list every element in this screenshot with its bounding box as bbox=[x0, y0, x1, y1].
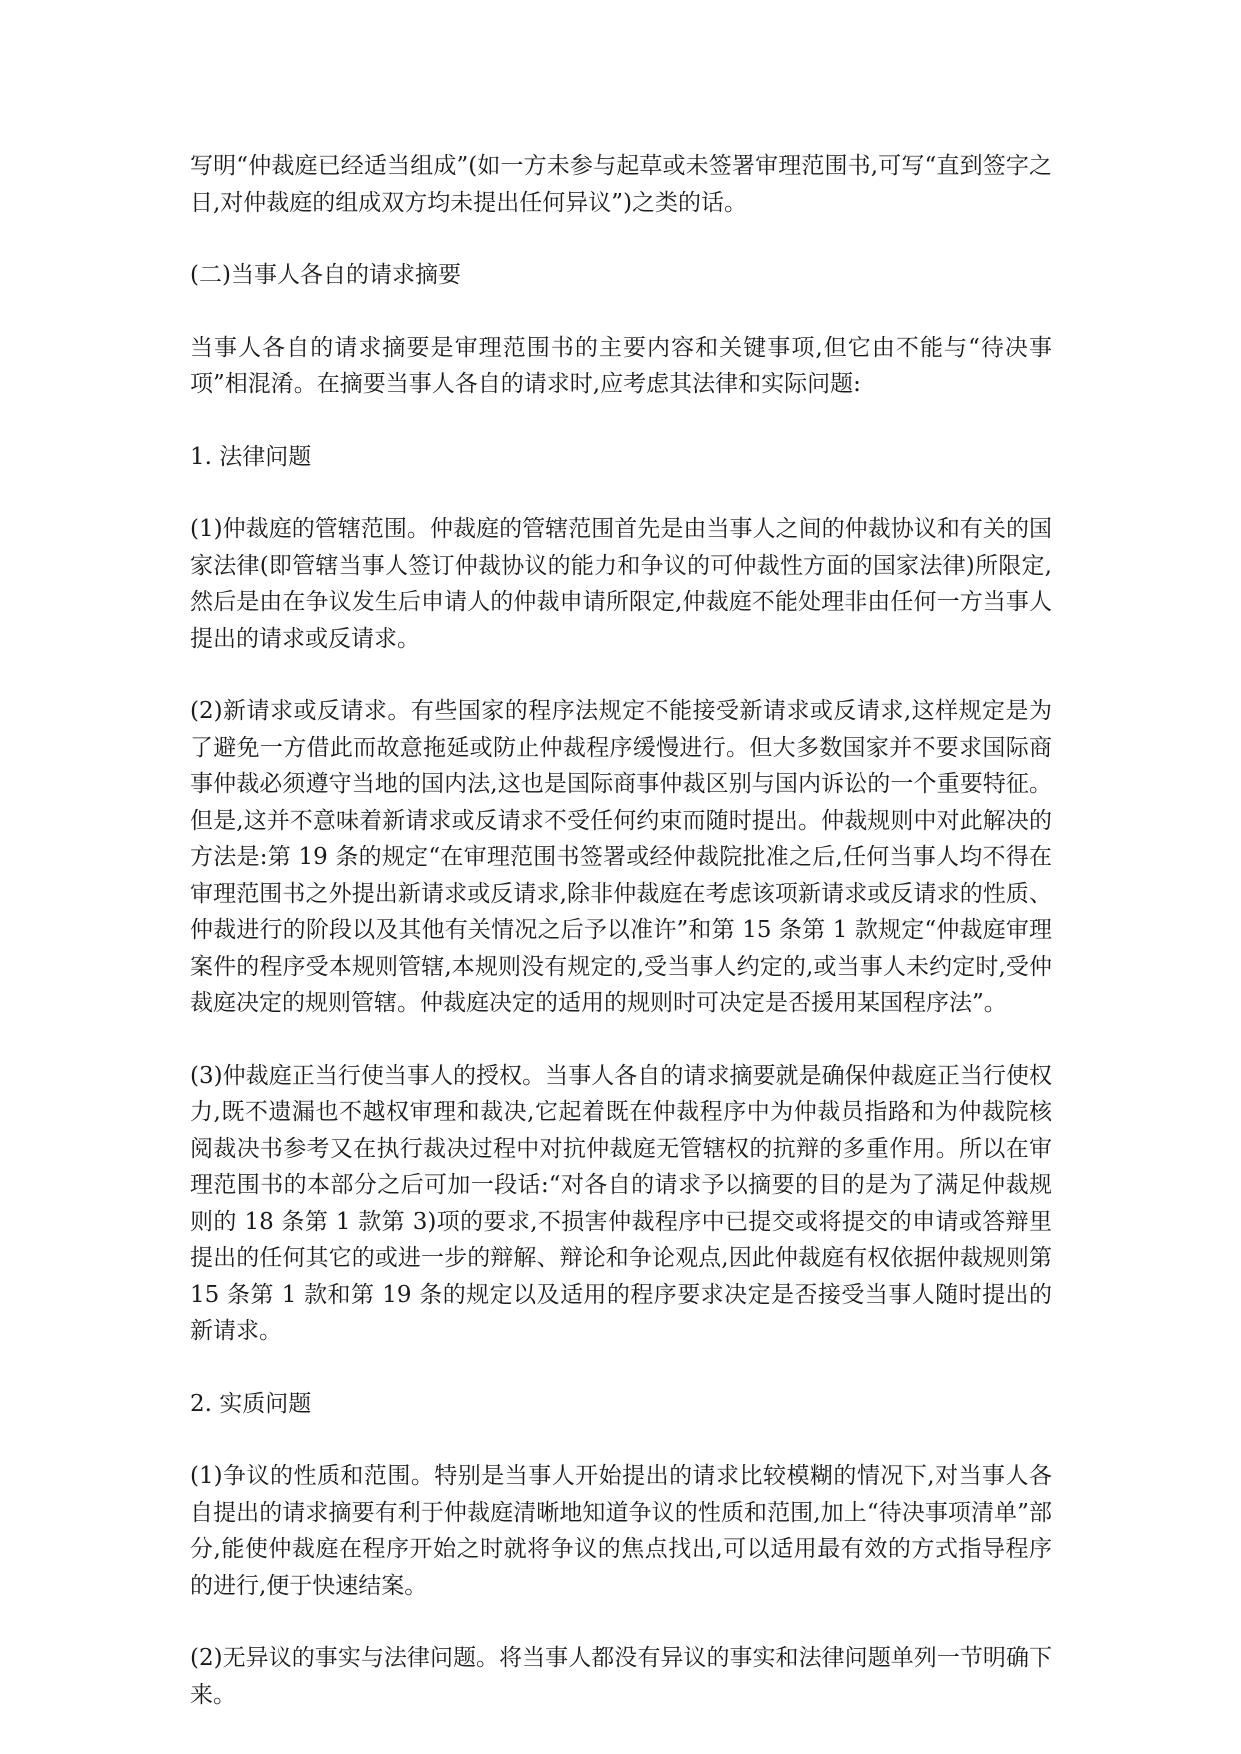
document-body bbox=[190, 148, 1052, 1749]
paragraph-jurisdiction-scope: (1)仲裁庭的管辖范围。仲裁庭的管辖范围首先是由当事人之间的仲裁协议和有关的国家法律(即管辖当事人签订仲裁协议的能力和争议的可仲裁性方面的国家法律)所限定,然后是由在争议发生后申请人的仲裁申请所限定,仲裁庭不能处理非由任何一方当事人提出的请求或反请求。 bbox=[190, 516, 1052, 652]
section-heading-claims-summary: (二)当事人各自的请求摘要 bbox=[190, 262, 461, 288]
paragraph-tribunal-constitution: 写明“仲裁庭已经适当组成”(如一方未参与起草或未签署审理范围书,可写“直到签字之日,对仲裁庭的组成双方均未提出任何异议”)之类的话。 bbox=[190, 153, 1052, 216]
subheading-substantive-issues: 2. 实质问题 bbox=[190, 1390, 312, 1417]
paragraph-new-claims: (2)新请求或反请求。有些国家的程序法规定不能接受新请求或反请求,这样规定是为了避免一方借此而故意拖延或防止仲裁程序缓慢进行。但大多数国家并不要求国际商事仲裁必须遵守当地的国内法,这也是国际商事仲裁区别与国内诉讼的一个重要特征。但是,这并不意味着新请求或反请求不受任何约束而随时提出。仲裁规则中对此解决的方法是:第 19 条的规定“在审理范围书签署或经仲裁院批准之后,任何当事人均不得在审理范围书之外提出新请求或反请求,除非仲裁庭在考虑该项新请求或反请求的性质、仲裁进行的阶段以及其他有关情况之后予以准许”和第 15 条第 1 款规定“仲裁庭审理案件的程序受本规则管辖,本规则没有规定的,受当事人约定的,或当事人未约定时,受仲裁庭决定的规则管辖。仲裁庭决定的适用的规则时可决定是否援用某国程序法”。 bbox=[190, 698, 1052, 1016]
paragraph-dispute-nature: (1)争议的性质和范围。特别是当事人开始提出的请求比较模糊的情况下,对当事人各自提出的请求摘要有利于仲裁庭清晰地知道争议的性质和范围,加上“待决事项清单”部分,能使仲裁庭在程序开始之时就将争议的焦点找出,可以适用最有效的方式指导程序的进行,便于快速结案。 bbox=[190, 1463, 1052, 1599]
paragraph-undisputed-facts: (2)无异议的事实与法律问题。将当事人都没有异议的事实和法律问题单列一节明确下来。 bbox=[190, 1645, 1052, 1708]
paragraph-proper-authority: (3)仲裁庭正当行使当事人的授权。当事人各自的请求摘要就是确保仲裁庭正当行使权力,既不遗漏也不越权审理和裁决,它起着既在仲裁程序中为仲裁员指路和为仲裁院核阅裁决书参考又在执行裁决过程中对抗仲裁庭无管辖权的抗辩的多重作用。所以在审理范围书的本部分之后可加一段话:“对各自的请求予以摘要的目的是为了满足仲裁规则的 18 条第 1 款第 3)项的要求,不损害仲裁程序中已提交或将提交的申请或答辩里提出的任何其它的或进一步的辩解、辩论和争论观点,因此仲裁庭有权依据仲裁规则第 15 条第 1 款和第 19 条的规定以及适用的程序要求决定是否接受当事人随时提出的新请求。 bbox=[190, 1062, 1052, 1344]
subheading-legal-issues: 1. 法律问题 bbox=[190, 443, 312, 470]
paragraph-claims-summary-intro: 当事人各自的请求摘要是审理范围书的主要内容和关键事项,但它由不能与“待决事项”相混淆。在摘要当事人各自的请求时,应考虑其法律和实际问题: bbox=[190, 334, 1052, 397]
